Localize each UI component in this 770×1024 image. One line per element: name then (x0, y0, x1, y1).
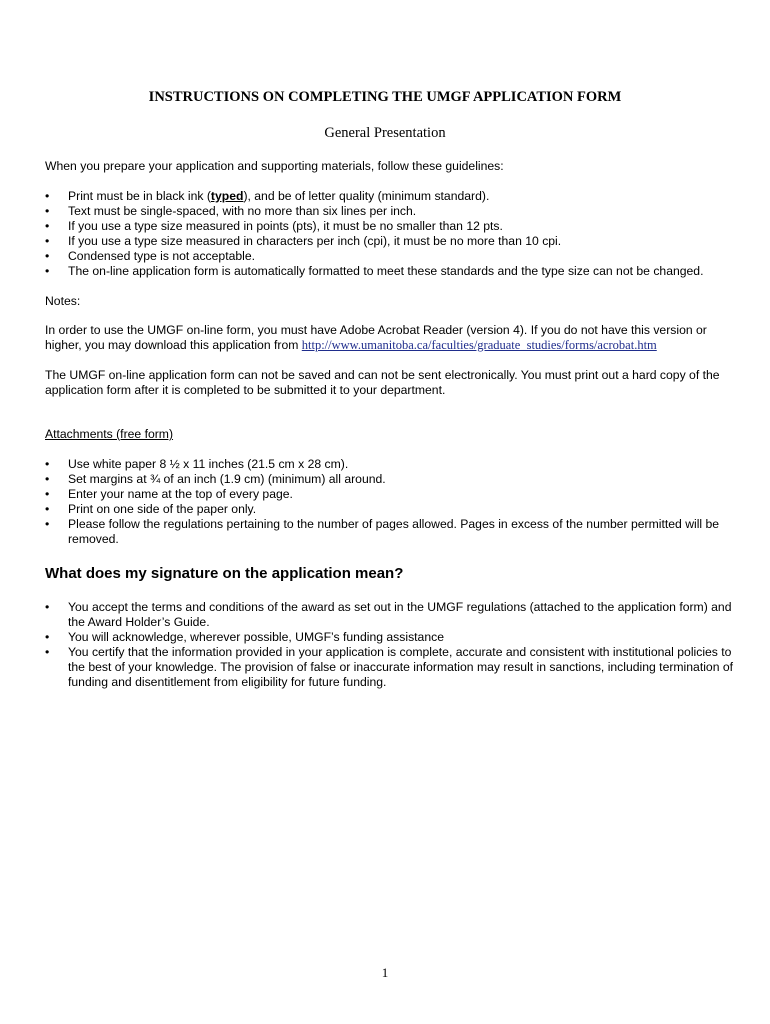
list-item: • Set margins at ¾ of an inch (1.9 cm) (minimum) all around. (45, 472, 386, 486)
list-item: • Print must be in black ink (typed), and be of letter quality (minimum standard). (45, 189, 490, 203)
bullet-icon: • (45, 487, 50, 501)
bullet-icon: • (45, 249, 50, 263)
acrobat-download-link[interactable]: http://www.umanitoba.ca/faculties/graduate_studies/forms/acrobat.htm (301, 338, 657, 352)
page-title: INSTRUCTIONS ON COMPLETING THE UMGF APPLICATION FORM (148, 89, 622, 105)
bullet-icon: • (45, 472, 50, 486)
emphasis-typed: typed (210, 189, 244, 203)
attachments-list (45, 457, 735, 547)
attachments-heading: Attachments (free form) (45, 427, 174, 441)
bullet-icon: • (45, 204, 50, 218)
page-number: 1 (381, 965, 389, 980)
signature-list (45, 600, 735, 690)
bullet-icon: • (45, 502, 50, 516)
signature-heading: What does my signature on the application mean? (45, 565, 404, 582)
list-item: • You accept the terms and conditions of the award as set out in the UMGF regulations (attached to the application form) and the Award Holder’s Guide. (45, 600, 732, 629)
bullet-icon: • (45, 189, 50, 203)
notes-paragraph-2: The UMGF on-line application form can not be saved and can not be sent electronically. You must print out a hard copy of the application form after it is completed to be submitted it to your department. (45, 368, 720, 397)
list-item: • Print on one side of the paper only. (45, 502, 257, 516)
list-item: • If you use a type size measured in characters per inch (cpi), it must be no more than 10 cpi. (45, 234, 562, 248)
intro-text: When you prepare your application and supporting materials, follow these guidelines: (45, 159, 504, 173)
bullet-icon: • (45, 234, 50, 248)
list-item: • Condensed type is not acceptable. (45, 249, 256, 263)
bullet-icon: • (45, 630, 50, 644)
notes-paragraph-1: In order to use the UMGF on-line form, you must have Adobe Acrobat Reader (version 4). If you do not have this version or higher, you may download this application from http://www.umanitoba.ca/faculties/graduate_studies/forms/acrobat.htm (45, 323, 707, 352)
section-subtitle: General Presentation (324, 125, 446, 141)
bullet-icon: • (45, 645, 50, 659)
bullet-icon: • (45, 600, 50, 614)
notes-label: Notes: (45, 294, 81, 308)
bullet-icon: • (45, 264, 50, 278)
list-item: • The on-line application form is automatically formatted to meet these standards and the type size can not be changed. (45, 264, 704, 278)
list-item: • Please follow the regulations pertaining to the number of pages allowed. Pages in excess of the number permitted will be removed. (45, 517, 720, 546)
bullet-icon: • (45, 219, 50, 233)
guidelines-list (45, 189, 735, 279)
bullet-icon: • (45, 517, 50, 531)
list-item: • Text must be single-spaced, with no more than six lines per inch. (45, 204, 417, 218)
bullet-icon: • (45, 457, 50, 471)
list-item: • If you use a type size measured in points (pts), it must be no smaller than 12 pts. (45, 219, 503, 233)
list-item: • Use white paper 8 ½ x 11 inches (21.5 cm x 28 cm). (45, 457, 349, 471)
list-item: • You certify that the information provided in your application is complete, accurate and consistent with institutional policies to the best of your knowledge. The provision of false or inaccurate information may result in sanctions, including termination of funding and disentitlement from eligibility for future funding. (45, 645, 734, 689)
list-item: • You will acknowledge, wherever possible, UMGF’s funding assistance (45, 630, 444, 644)
list-item: • Enter your name at the top of every page. (45, 487, 293, 501)
